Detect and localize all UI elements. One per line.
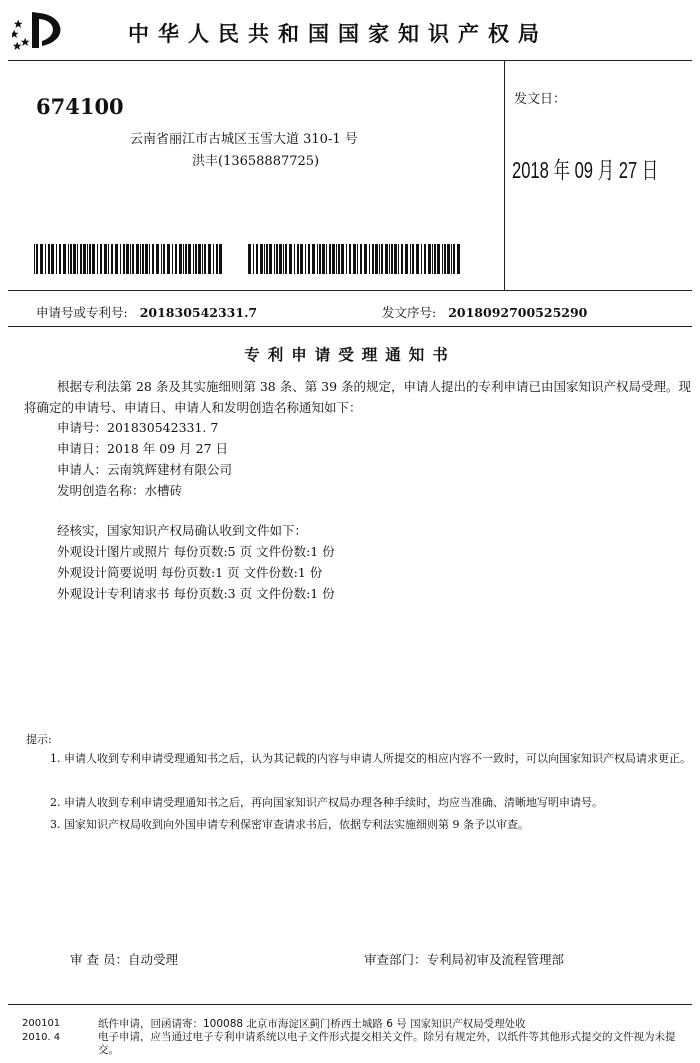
application-number-label: 申请号或专利号: <box>36 305 128 320</box>
barcode-bar <box>202 244 203 274</box>
barcode-bar <box>457 244 460 274</box>
notice-title: 专利申请受理通知书 <box>244 346 456 364</box>
barcode-bar <box>357 244 358 274</box>
barcode-bar <box>289 244 292 274</box>
barcode-bar <box>179 244 182 274</box>
confirmation-line: 经核实，国家知识产权局确认收到文件如下： <box>57 523 308 538</box>
barcode-bar <box>123 244 125 274</box>
document-number-row <box>382 303 587 321</box>
barcode-bar <box>444 244 446 274</box>
form-version: 2010. 4 <box>22 1032 61 1043</box>
org-title: 中华人民共和国国家知识产权局 <box>128 22 548 46</box>
barcode-bar <box>68 244 69 274</box>
barcode-bar <box>360 244 362 274</box>
barcode-bar <box>349 244 351 274</box>
file-item: 外观设计图片或照片 每份页数:5 页 文件份数:1 份 <box>57 544 335 559</box>
barcode-bar <box>398 244 399 274</box>
barcode-bar <box>163 244 165 274</box>
footer-divider <box>8 1004 692 1005</box>
barcode-bar <box>336 244 337 274</box>
barcode-bar <box>319 244 321 274</box>
barcode-bar <box>269 244 272 274</box>
barcode-bar <box>149 244 150 274</box>
applicant-line: 申请人：云南筑辉建材有限公司 <box>57 462 233 477</box>
barcode-bar <box>412 244 414 274</box>
form-code: 200101 <box>22 1018 61 1029</box>
barcode-bar <box>183 244 184 274</box>
recipient: 洪丰(13658887725) <box>192 154 320 169</box>
barcode-bar <box>300 244 303 274</box>
barcode-bar <box>216 244 218 274</box>
barcode-bar <box>276 244 278 274</box>
invention-name-line: 发明创造名称：水槽砖 <box>57 483 183 498</box>
note-item: 2. 申请人收到专利申请受理通知书之后，再向国家知识产权局办理各种手续时，均应当准确、清晰地写明申请号。 <box>50 796 603 809</box>
barcode-bar <box>188 244 191 274</box>
barcode-bar <box>312 244 315 274</box>
barcode-bar <box>156 244 159 274</box>
barcode-bar <box>130 244 131 274</box>
barcode-bar <box>140 244 141 274</box>
barcode-bar <box>401 244 403 274</box>
barcode-bar <box>432 244 433 274</box>
date-column-divider <box>504 60 505 290</box>
barcode-bar <box>369 244 370 274</box>
app-date-line: 申请日：2018 年 09 月 27 日 <box>57 441 228 456</box>
barcode-bar <box>92 244 95 274</box>
barcode-bar <box>364 244 367 274</box>
barcode-bar <box>434 244 436 274</box>
barcode-bar <box>421 244 422 274</box>
barcode-bar <box>451 244 452 274</box>
barcode-bar <box>63 244 66 274</box>
barcode-bar <box>132 244 134 274</box>
barcode-bar <box>193 244 194 274</box>
barcode-bar <box>437 244 440 274</box>
barcode-bar <box>195 244 197 274</box>
postcode: 674100 <box>36 94 124 119</box>
barcode-bar <box>59 244 61 274</box>
barcode-bar <box>453 244 455 274</box>
barcode-bar <box>256 244 258 274</box>
barcode-bar <box>80 244 82 274</box>
barcode-bar <box>283 244 284 274</box>
note-item: 3. 国家知识产权局收到向外国申请专利保密审查请求书后，依据专利法实施细则第 9 条予以审查。 <box>50 818 529 831</box>
barcode-bar <box>294 244 295 274</box>
barcode-left <box>34 244 224 274</box>
barcode-bar <box>40 244 43 274</box>
barcode-bar <box>317 244 318 274</box>
barcode-bar <box>219 244 222 274</box>
barcode-bar <box>126 244 129 274</box>
barcode-bar <box>416 244 419 274</box>
file-item: 外观设计简要说明 每份页数:1 页 文件份数:1 份 <box>57 565 323 580</box>
barcode-bar <box>381 244 383 274</box>
barcode-bar <box>152 244 154 274</box>
examiner: 审 查 员：自动受理 <box>70 952 178 967</box>
barcode-bar <box>253 244 254 274</box>
barcode-bar <box>48 244 50 274</box>
cnipa-logo-icon <box>12 10 74 50</box>
barcode-bar <box>375 244 378 274</box>
barcode-bar <box>385 244 388 274</box>
barcode-bar <box>213 244 214 274</box>
barcode-bar <box>329 244 331 274</box>
barcode-bar <box>172 244 173 274</box>
paper-submission-note: 纸件申请，回函请寄：100088 北京市海淀区蓟门桥西土城路 6 号 国家知识产权局受理处收 <box>98 1018 526 1030</box>
barcode-bar <box>394 244 397 274</box>
barcode-right <box>248 244 464 274</box>
barcode-bar <box>100 244 102 274</box>
file-item: 外观设计专利请求书 每份页数:3 页 文件份数:1 份 <box>57 586 335 601</box>
barcode-bar <box>83 244 86 274</box>
barcode-bar <box>51 244 54 274</box>
barcode-bar <box>424 244 426 274</box>
barcode-bar <box>73 244 76 274</box>
barcode-bar <box>389 244 390 274</box>
barcode-bar <box>111 244 113 274</box>
barcode-bar <box>77 244 78 274</box>
barcode-bar <box>285 244 287 274</box>
barcode-bar <box>70 244 72 274</box>
barcode-bar <box>185 244 187 274</box>
barcode-bar <box>405 244 408 274</box>
barcode-bar <box>447 244 450 274</box>
barcode-bar <box>34 244 35 274</box>
barcode-bar <box>36 244 38 274</box>
barcode-bar <box>87 244 88 274</box>
barcode-bar <box>45 244 46 274</box>
barcode-bar <box>260 244 263 274</box>
barcode-bar <box>305 244 306 274</box>
dispatch-date: 2018 年 09 月 27 日 <box>512 157 659 183</box>
barcode-bar <box>372 244 374 274</box>
barcode-bar <box>97 244 98 274</box>
barcode-bar <box>161 244 162 274</box>
barcode-bar <box>175 244 177 274</box>
barcode-bar <box>338 244 340 274</box>
barcode-bar <box>341 244 344 274</box>
barcode-bar <box>297 244 299 274</box>
barcode-bar <box>391 244 393 274</box>
barcode-bar <box>274 244 275 274</box>
application-number: 201830542331.7 <box>139 305 258 320</box>
barcode-bar <box>428 244 431 274</box>
barcode-bar <box>353 244 356 274</box>
barcode-bar <box>248 244 251 274</box>
reference-divider <box>8 326 692 327</box>
barcode-bar <box>167 244 170 274</box>
barcode-bar <box>266 244 268 274</box>
electronic-submission-note: 电子申请，应当通过电子专利申请系统以电子文件形式提交相关文件。除另有规定外，以纸件等其他形式提交的文件视为未提交。 <box>98 1031 676 1056</box>
barcode-bar <box>120 244 121 274</box>
examination-department: 审查部门：专利局初审及流程管理部 <box>364 952 565 967</box>
barcode-bar <box>104 244 107 274</box>
barcode-bar <box>326 244 327 274</box>
barcode-bar <box>442 244 443 274</box>
note-item: 1. 申请人收到专利申请受理通知书之后，认为其记载的内容与申请人所提交的相应内容不一致时，可以向国家知识产权局请求更正。 <box>50 752 691 765</box>
barcode-bar <box>264 244 265 274</box>
barcode-bar <box>89 244 91 274</box>
barcode-bar <box>142 244 144 274</box>
barcode-bar <box>56 244 57 274</box>
barcode-bar <box>115 244 118 274</box>
document-number: 2018092700525290 <box>448 305 588 320</box>
barcode-bar <box>379 244 380 274</box>
barcode-bar <box>198 244 201 274</box>
barcode-bar <box>308 244 310 274</box>
notes-heading: 提示: <box>26 733 52 746</box>
barcode-bar <box>279 244 282 274</box>
barcode-bar <box>332 244 335 274</box>
barcode-bar <box>136 244 139 274</box>
application-number-row <box>36 303 257 321</box>
intro-paragraph: 根据专利法第 28 条及其实施细则第 38 条、第 39 条的规定，申请人提出的专利申请已由国家知识产权局受理。现将确定的申请号、申请日、申请人和发明创造名称通知如下： <box>24 379 692 415</box>
document-number-label: 发文序号: <box>382 305 437 320</box>
barcode-bar <box>108 244 109 274</box>
barcode-bar <box>204 244 206 274</box>
dispatch-date-label: 发文日： <box>514 92 567 107</box>
header-divider <box>8 60 692 61</box>
barcode-bar <box>145 244 148 274</box>
barcode-bar <box>322 244 325 274</box>
barcode-bar <box>410 244 411 274</box>
barcode-bar <box>346 244 347 274</box>
barcode-divider <box>8 290 692 291</box>
app-number-line: 申请号：201830542331. 7 <box>57 420 219 435</box>
barcode-bar <box>208 244 211 274</box>
mailing-address: 云南省丽江市古城区玉雪大道 310-1 号 <box>130 132 358 147</box>
